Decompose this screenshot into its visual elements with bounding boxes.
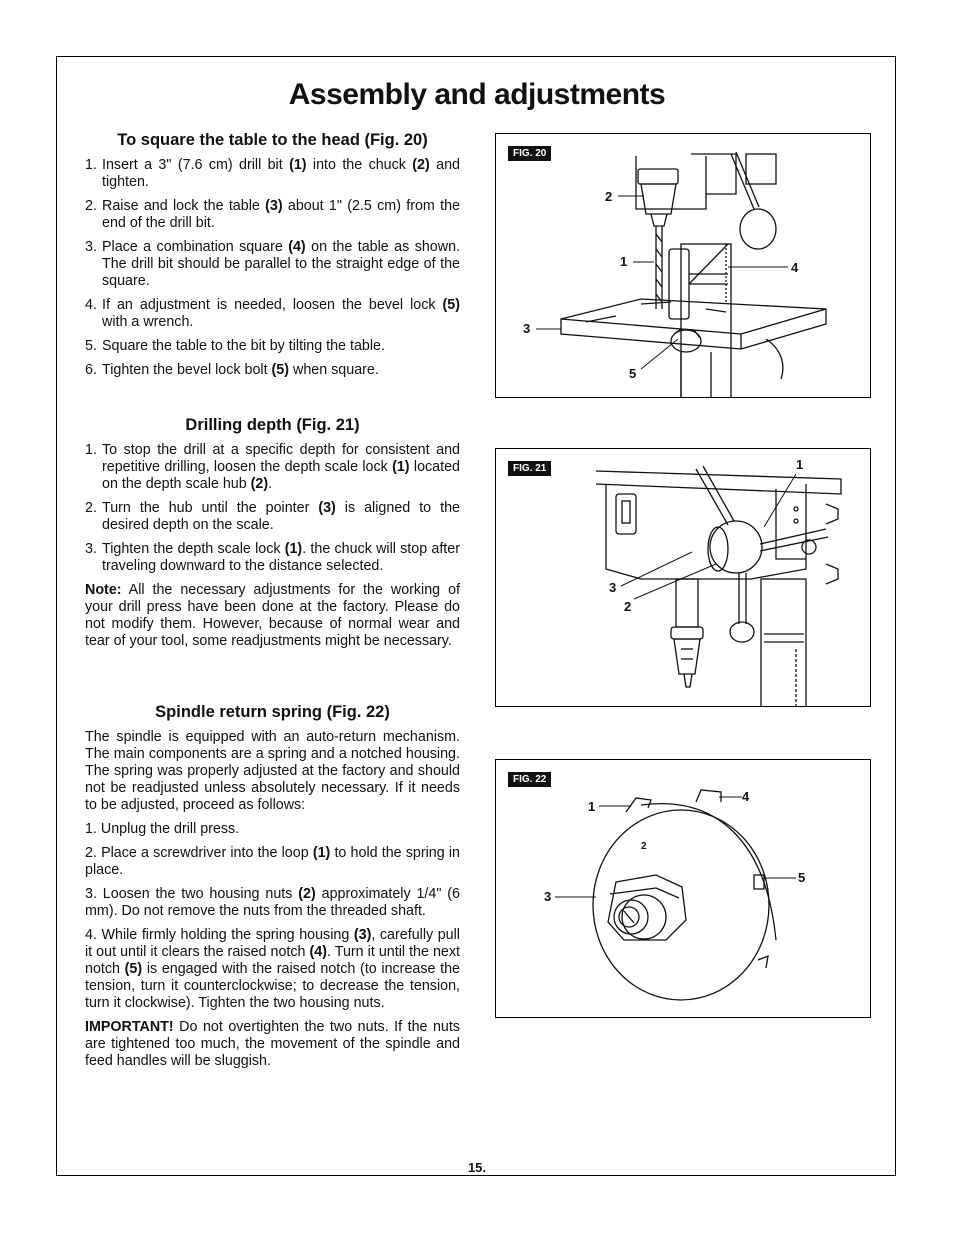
step-number: 1. bbox=[85, 157, 97, 173]
fig21-callout: 3 bbox=[609, 580, 617, 595]
section-heading: Drilling depth (Fig. 21) bbox=[185, 416, 360, 434]
fig20-callout: 4 bbox=[791, 260, 799, 275]
step-text: If an adjustment is needed, loosen the bevel lock (5) with a wrench. bbox=[102, 297, 460, 330]
step-text: Square the table to the bit by tilting the table. bbox=[102, 338, 385, 354]
fig21-callout: 2 bbox=[624, 599, 632, 614]
step-item bbox=[85, 541, 460, 575]
step-number: 4. bbox=[85, 297, 97, 313]
page-number: 15. bbox=[467, 1160, 487, 1175]
figure-tag: FIG. 20 bbox=[508, 146, 551, 161]
step-paragraph: 3. Loosen the two housing nuts (2) approximately 1/4" (6 mm). Do not remove the nuts from the threaded shaft. bbox=[85, 886, 461, 919]
step-number: 5. bbox=[85, 338, 97, 354]
note-paragraph: Note: All the necessary adjustments for the working of your drill press have been done at the factory. Please do not modify them. However, because of normal wear and tear of your tool, some readjustments might be necessary. bbox=[85, 582, 460, 649]
step-number: 6. bbox=[85, 362, 97, 378]
step-item bbox=[85, 442, 460, 493]
fig22-callout: 1 bbox=[588, 799, 596, 814]
step-paragraph: 2. Place a screwdriver into the loop (1) to hold the spring in place. bbox=[85, 845, 460, 878]
steps-paragraphs bbox=[85, 821, 460, 1012]
step-item bbox=[85, 239, 460, 290]
steps-list bbox=[85, 442, 460, 575]
page-title: Assembly and adjustments bbox=[288, 78, 666, 111]
spring-housing-illustration bbox=[496, 760, 871, 1018]
step-text: To stop the drill at a specific depth for consistent and repetitive drilling, loosen the depth scale lock (1) located on the depth scale hub (2). bbox=[102, 442, 460, 492]
step-item bbox=[85, 157, 460, 191]
step-item bbox=[85, 297, 460, 331]
figure-21 bbox=[495, 448, 871, 707]
figure-22 bbox=[495, 759, 871, 1018]
fig22-callout: 3 bbox=[544, 889, 552, 904]
step-text: Tighten the depth scale lock (1). the chuck will stop after traveling downward to the distance selected. bbox=[102, 541, 460, 574]
figure-tag: FIG. 22 bbox=[508, 772, 551, 787]
fig20-callout: 1 bbox=[620, 254, 628, 269]
section-heading: Spindle return spring (Fig. 22) bbox=[155, 703, 390, 721]
step-text: Place a combination square (4) on the table as shown. The drill bit should be parallel to the straight edge of the square. bbox=[102, 239, 460, 289]
fig22-callout: 2 bbox=[641, 841, 647, 852]
step-number: 2. bbox=[85, 198, 97, 214]
step-item bbox=[85, 338, 460, 355]
step-item bbox=[85, 198, 460, 232]
step-number: 1. bbox=[85, 442, 97, 458]
fig20-callout: 2 bbox=[605, 189, 613, 204]
step-item bbox=[85, 500, 460, 534]
fig20-callout: 5 bbox=[629, 366, 637, 381]
section-drilling-depth bbox=[85, 417, 460, 657]
section-heading: To square the table to the head (Fig. 20) bbox=[117, 131, 428, 149]
fig22-callout: 4 bbox=[742, 789, 750, 804]
fig20-callout: 3 bbox=[523, 321, 531, 336]
step-paragraph: 1. Unplug the drill press. bbox=[85, 821, 240, 837]
steps-list bbox=[85, 157, 460, 379]
step-text: Raise and lock the table (3) about 1" (2.5 cm) from the end of the drill bit. bbox=[102, 198, 460, 231]
figure-20 bbox=[495, 133, 871, 398]
figure-tag: FIG. 21 bbox=[508, 461, 551, 476]
step-number: 2. bbox=[85, 500, 97, 516]
section-square-table bbox=[85, 132, 460, 386]
step-paragraph: 4. While firmly holding the spring housing (3), carefully pull it out until it clears the raised notch (4). Turn it until the next notch (5) is engaged with the raised notch (to increase the tension, turn it counterclockwise; to decrease the tension, turn it clockwise). Tighten the two housing nuts. bbox=[85, 927, 460, 1011]
step-number: 3. bbox=[85, 541, 97, 557]
fig22-callout: 5 bbox=[798, 870, 806, 885]
fig21-callout: 1 bbox=[796, 457, 804, 472]
intro-paragraph: The spindle is equipped with an auto-return mechanism. The main components are a spring and a notched housing. The spring was properly adjusted at the factory and should not be readjusted unless absolutely necessary. If it needs to be adjusted, proceed as follows: bbox=[85, 729, 460, 813]
important-paragraph: IMPORTANT! Do not overtighten the two nuts. If the nuts are tightened too much, the movement of the spindle and feed handles will be sluggish. bbox=[85, 1019, 460, 1069]
section-spindle-spring bbox=[85, 704, 460, 1077]
depth-scale-illustration bbox=[496, 449, 871, 707]
step-text: Turn the hub until the pointer (3) is aligned to the desired depth on the scale. bbox=[102, 500, 460, 533]
step-item bbox=[85, 362, 460, 379]
step-number: 3. bbox=[85, 239, 97, 255]
step-text: Insert a 3" (7.6 cm) drill bit (1) into the chuck (2) and tighten. bbox=[102, 157, 460, 190]
drill-press-table-illustration bbox=[496, 134, 871, 398]
step-text: Tighten the bevel lock bolt (5) when square. bbox=[102, 362, 379, 378]
